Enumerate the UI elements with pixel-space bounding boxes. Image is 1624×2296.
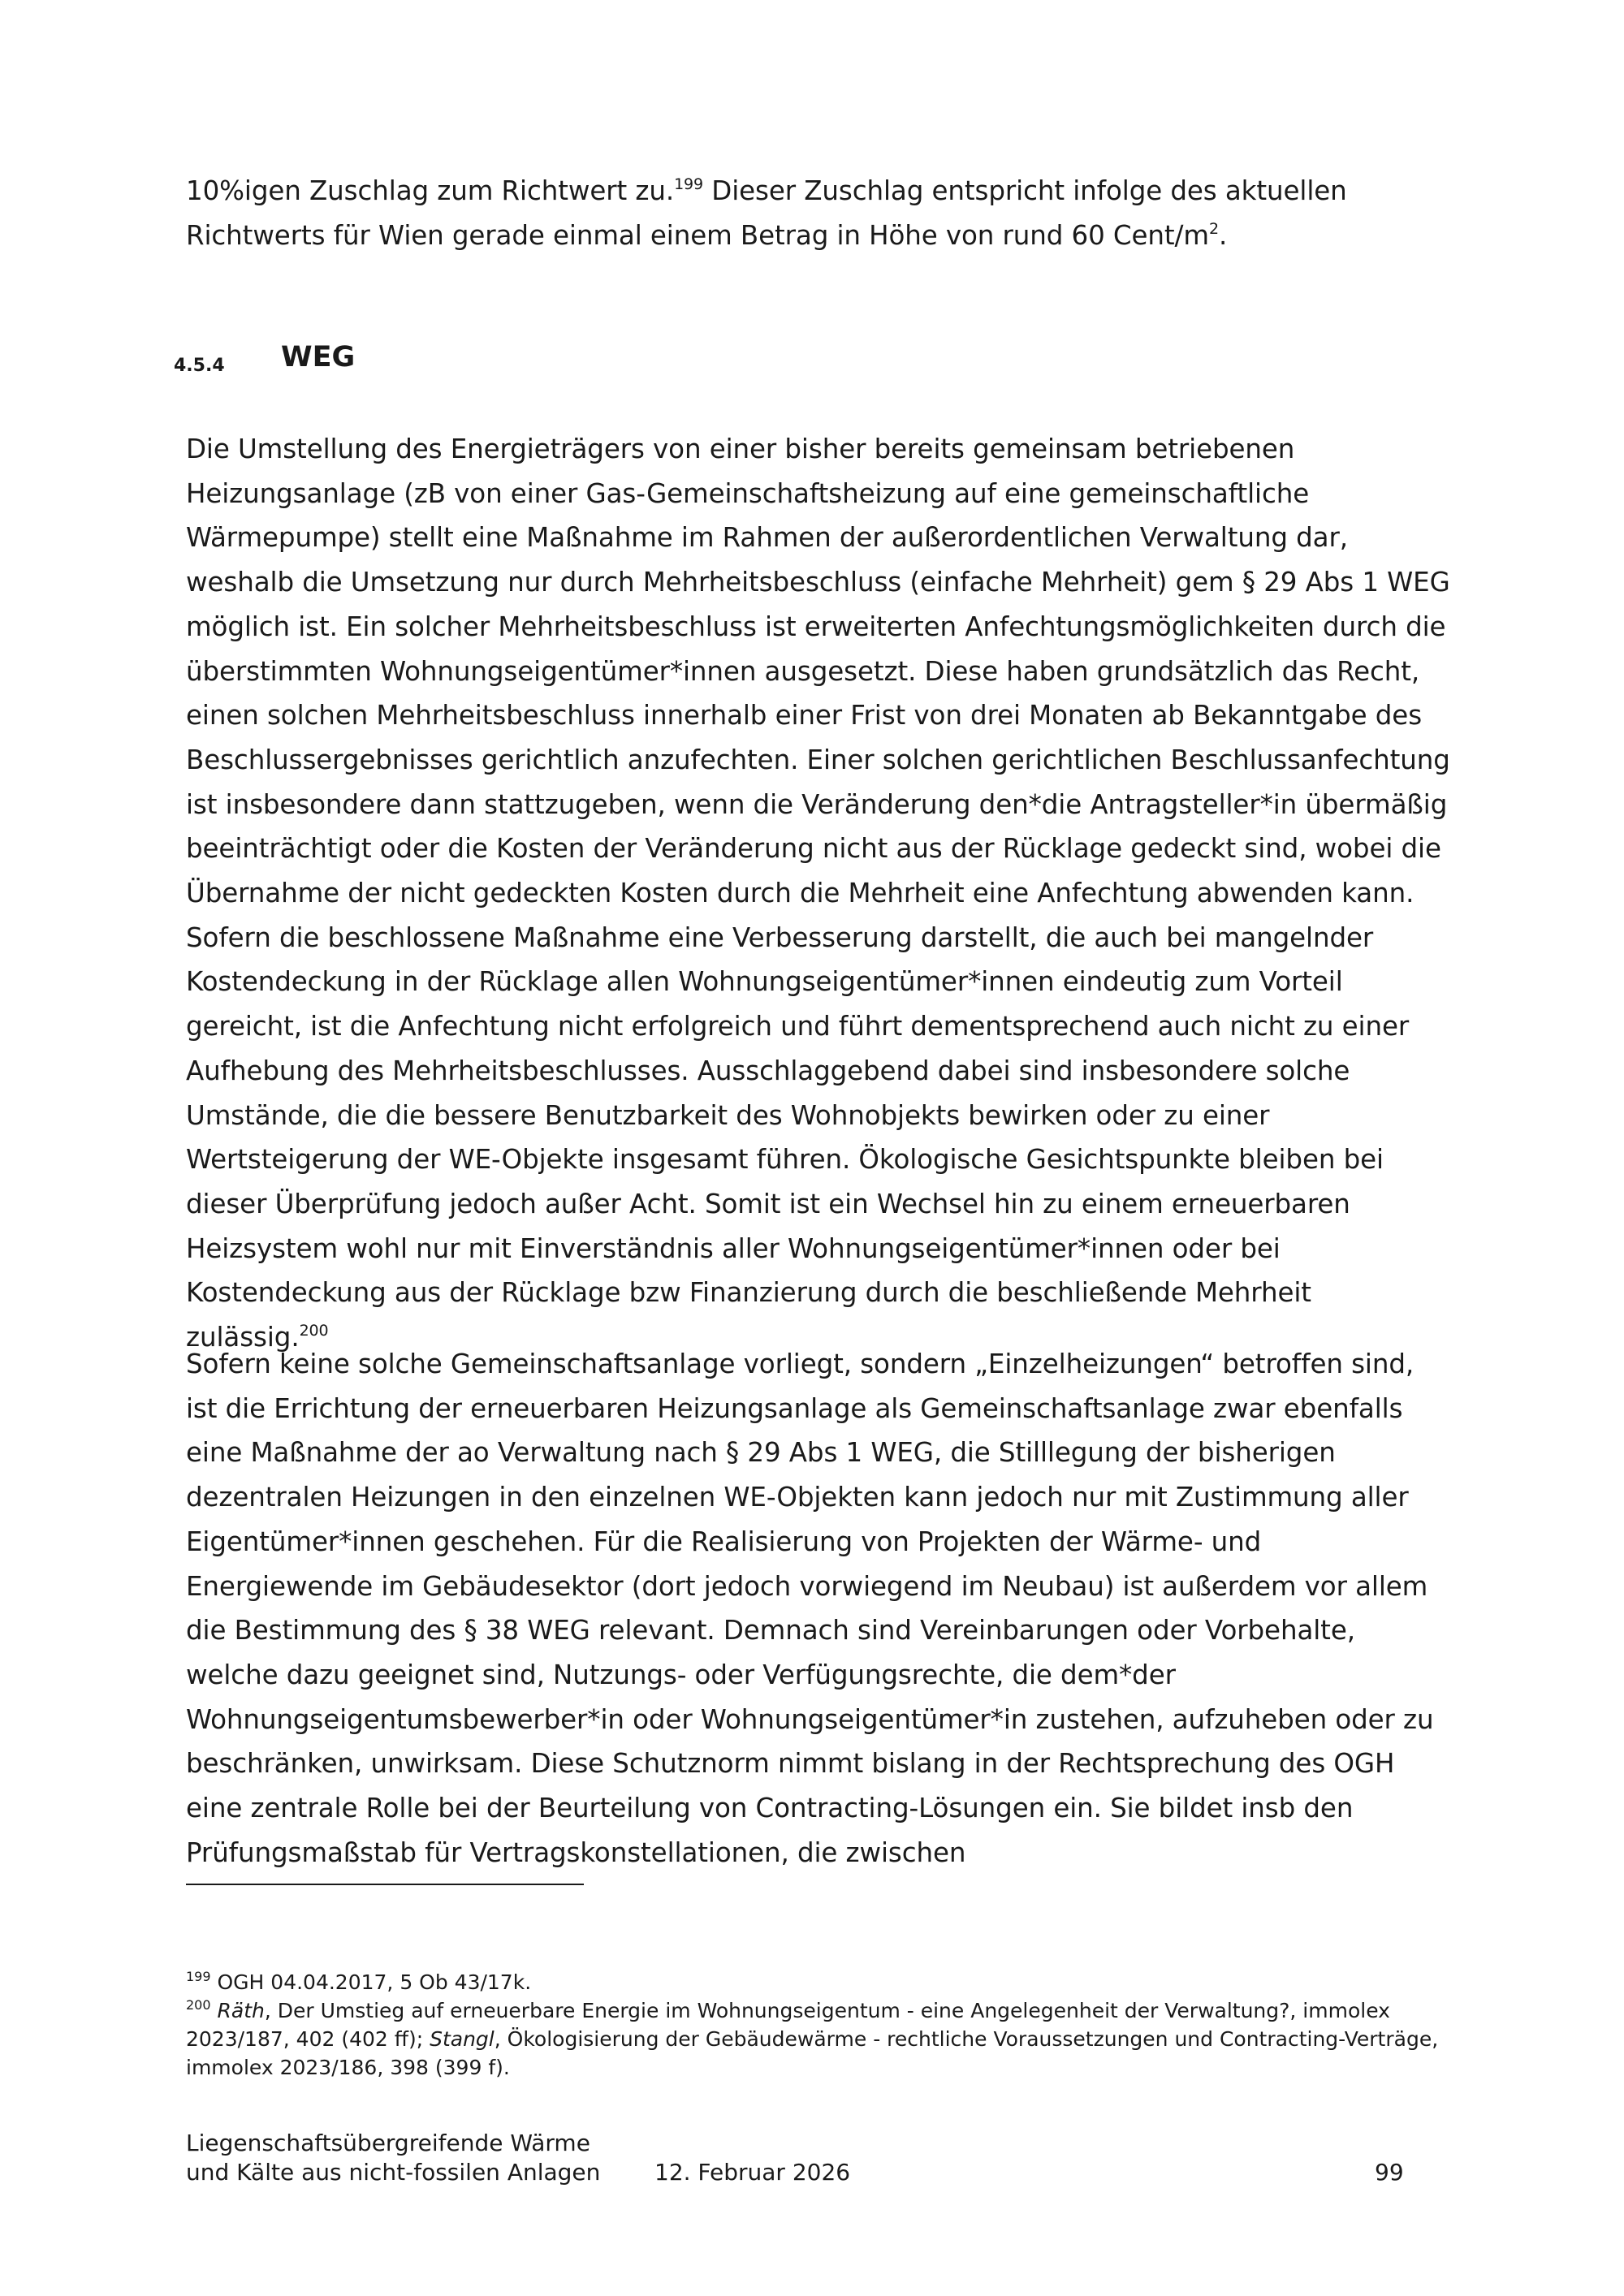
footnote-text: , Der Umstieg auf erneuerbare Energie im Wohnungseigentum - eine Angelegenheit der Verwaltung?, immolex 2023/187, 402 (402 ff); xyxy=(186,1999,1390,2051)
footnote-text: , Ökologisierung der Gebäudewärme - rechtliche Voraussetzungen und Contracting-Verträge, immolex 2023/186, 398 (399 f). xyxy=(186,2027,1439,2079)
body-paragraph-1 xyxy=(186,427,1453,1360)
section-heading xyxy=(174,341,742,386)
footer-title-line-1: Liegenschaftsübergreifende Wärme xyxy=(186,2130,590,2156)
unit-exponent: 2 xyxy=(1208,219,1219,238)
footnote-ref-200[interactable]: 200 xyxy=(299,1322,329,1340)
paragraph-2-text: Sofern keine solche Gemeinschaftsanlage vorliegt, sondern „Einzelheizungen“ betroffen sind, ist die Errichtung der erneuerbaren Heizungsanlage als Gemeinschaftsanlage zwar ebenfalls eine Maßnahme der ao Verwaltung nach § 29 Abs 1 WEG, die Stilllegung der bisherigen dezentralen Heizungen in den einzelnen WE-Objekten kann jedoch nur mit Zustimmung aller Eigentümer*innen geschehen. Für die Realisierung von Projekten der Wärme- und Energiewende im Gebäudesektor (dort jedoch vorwiegend im Neubau) ist außerdem vor allem die Bestimmung des § 38 WEG relevant. Demnach sind Vereinbarungen oder Vorbehalte, welche dazu geeignet sind, Nutzungs- oder Verfügungsrechte, die dem*der Wohnungseigentumsbewerber*in oder Wohnungseigentümer*in zustehen, aufzuheben oder zu beschränken, unwirksam. Diese Schutznorm nimmt bislang in der Rechtsprechung des OGH eine zentrale Rolle bei der Beurteilung von Contracting-Lösungen ein. Sie bildet insb den Prüfungsmaßstab für Vertragskonstellationen, die zwischen xyxy=(186,1349,1434,1868)
footer-title-line-2: und Kälte aus nicht-fossilen Anlagen xyxy=(186,2159,601,2186)
footnote-199 xyxy=(186,1968,1453,1996)
footnote-number: 199 xyxy=(186,1969,211,1984)
footnote-author: Stangl xyxy=(430,2027,495,2051)
intro-paragraph xyxy=(186,169,1453,257)
body-paragraph-2 xyxy=(186,1342,1453,1875)
footnote-ref-199[interactable]: 199 xyxy=(674,175,704,193)
page-number: 99 xyxy=(1375,2159,1404,2186)
intro-text-c: . xyxy=(1218,219,1228,251)
paragraph-1-text: Die Umstellung des Energieträgers von einer bisher bereits gemeinsam betriebenen Heizungsanlage (zB von einer Gas-Gemeinschaftsheizung auf eine gemeinschaftliche Wärmepumpe) stellt eine Maßnahme im Rahmen der außerordentlichen Verwaltung dar, weshalb die Umsetzung nur durch Mehrheitsbeschluss (einfache Mehrheit) gem § 29 Abs 1 WEG möglich ist. Ein solcher Mehrheitsbeschluss ist erweiterten Anfechtungsmöglichkeiten durch die überstimmten Wohnungseigentümer*innen ausgesetzt. Diese haben grundsätzlich das Recht, einen solchen Mehrheitsbeschluss innerhalb einer Frist von drei Monaten ab Bekanntgabe des Beschlussergebnisses gerichtlich anzufechten. Einer solchen gerichtlichen Beschlussanfechtung ist insbesondere dann stattzugeben, wenn die Veränderung den*die Antragsteller*in übermäßig beeinträchtigt oder die Kosten der Veränderung nicht aus der Rücklage gedeckt sind, wobei die Übernahme der nicht gedeckten Kosten durch die Mehrheit eine Anfechtung abwenden kann. Sofern die beschlossene Maßnahme eine Verbesserung darstellt, die auch bei mangelnder Kostendeckung in der Rücklage allen Wohnungseigentümer*innen eindeutig zum Vorteil gereicht, ist die Anfechtung nicht erfolgreich und führt dementsprechend auch nicht zu einer Aufhebung des Mehrheitsbeschlusses. Ausschlaggebend dabei sind insbesondere solche Umstände, die die bessere Benutzbarkeit des Wohnobjekts bewirken oder zu einer Wertsteigerung der WE-Objekte insgesamt führen. Ökologische Gesichtspunkte bleiben bei dieser Überprüfung jedoch außer Acht. Somit ist ein Wechsel hin zu einem erneuerbaren Heizsystem wohl nur mit Einverständnis aller Wohnungseigentümer*innen oder bei Kostendeckung aus der Rücklage bzw Finanzierung durch die beschließende Mehrheit zulässig. xyxy=(186,434,1450,1353)
footnote-200 xyxy=(186,1996,1453,2082)
intro-text-a: 10%igen Zuschlag zum Richtwert zu. xyxy=(186,175,675,206)
footnote-text: OGH 04.04.2017, 5 Ob 43/17k. xyxy=(210,1970,532,1994)
section-number: 4.5.4 xyxy=(174,356,225,376)
footer-document-title xyxy=(186,2129,673,2187)
intro-text-b: Dieser Zuschlag entspricht infolge des aktuellen Richtwerts für Wien gerade einmal einem Betrag in Höhe von rund 60 Cent/m xyxy=(186,175,1347,251)
footnote-author: Räth xyxy=(217,1999,265,2022)
footnote-number: 200 xyxy=(186,1997,211,2013)
footer-date: 12. Februar 2026 xyxy=(654,2159,851,2186)
footnote-divider xyxy=(186,1884,584,1885)
section-title: WEG xyxy=(281,341,356,373)
